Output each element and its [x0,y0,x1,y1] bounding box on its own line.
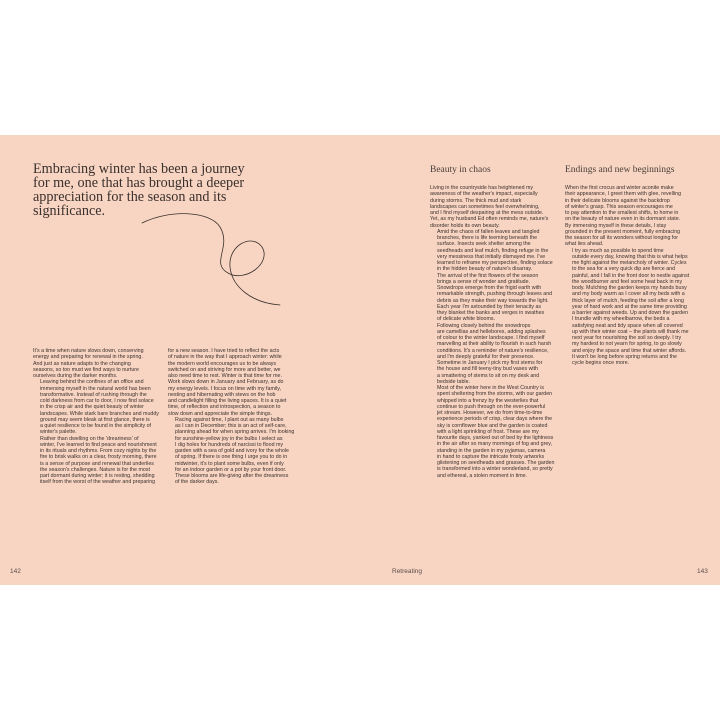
text-line: Most of the winter here in the West Country is [437,385,545,391]
pull-quote: Embracing winter has been a journey for me, one that has brought a deeper appreciation for the season and its significance. [33,161,245,219]
text-line: Each year I'm astounded by their tenacity as [437,303,542,310]
text-line: The arrival of the first flowers of the season [437,272,539,279]
text-line: switched on and striving for more and better, we [168,366,281,373]
text-line: the woodburner and feel some heat back in my [572,278,683,285]
text-line: slow down and appreciate the simple things. [168,410,272,417]
text-line: in hand to capture the intricate frosty artworks [437,453,545,460]
text-line: up with their winter coat – the plants will thank me [572,328,689,335]
text-line: Work slows down in January and February, as do [168,379,284,386]
text-line: very messiness that initially dismayed me. I've [437,253,546,260]
paragraph [430,385,554,479]
text-line: they blanket the banks and verges in swathes [437,310,545,316]
text-line: part dormant during winter; it is resting, shedding [40,473,155,479]
text-line: of colour to the winter landscape. I find myself [437,335,545,341]
text-line: Living in the countryside has heightened my [430,185,534,191]
text-line: outside every day, knowing that this is what helps [572,253,688,260]
text-line: and my body warm as I cover all my beds with a [572,291,685,298]
text-line: planning ahead for when spring arrives. I'm looking [175,429,295,436]
text-line: to the sea for a very quick dip are fierce and [572,266,676,273]
paragraph [565,248,689,367]
text-line: fire to brisk walks on a clear, frosty morning, there [40,454,157,461]
text-line: are camellias and hellebores, adding splashes [437,328,546,335]
folio-left-page-number: 142 [10,568,21,575]
text-line: the house and fill teeny-tiny bud vases with [437,366,538,373]
text-line: Following closely behind the snowdrops [437,322,531,329]
text-line: seedheads and leaf mulch, finding refuge in the [437,247,549,254]
paragraph [430,323,554,386]
paragraph [33,348,159,379]
text-line: grounded in the present moment, fully embracing [565,228,681,235]
text-line: of spring. If there is one thing I urge you to do in [175,454,288,461]
text-line: and enjoy the space and time that winter affords. [572,347,687,354]
text-line: I try as much as possible to spend time [572,247,664,254]
text-line: in the crisp air and the quiet beauty of winter [40,404,144,411]
text-line: brings a sense of wonder and gratitude. [437,278,531,285]
heading-beauty-in-chaos: Beauty in chaos [430,165,491,175]
text-line: thick layer of mulch, feeding the soil after a long [572,297,684,304]
text-line: ground may seem bleak at first glance, there is [40,416,150,423]
text-line: to pay attention to the smallest shifts, to home in [565,210,679,216]
text-line: of delicate white blooms. [437,316,496,323]
text-line: a barrier against weeds. Up and down the garden [572,310,689,316]
text-line: sky is cornflower blue and the garden is coated [437,422,548,429]
text-line: of winter's grasp. This season encourages me [565,203,673,210]
text-line: And just as nature adapts to the changing [33,360,131,367]
paragraph [33,379,159,435]
text-line: itself from the worst of the weather and preparing [40,479,156,486]
folio-section-title: Retreating [392,568,422,575]
text-line: me fight against the melancholy of winter. Cycles [572,260,687,266]
text-line: branches, there is life teeming beneath the [437,235,538,241]
text-line: Sometime in January I pick my first stems for [437,360,543,366]
body-column-1 [33,348,159,486]
text-line: the modern world encourages us to be always [168,360,277,367]
paragraph [430,273,554,323]
heading-endings-and-new-beginnings: Endings and new beginnings [565,165,675,175]
text-line: disorder holds its own beauty. [430,222,500,229]
folio-right-page-number: 143 [697,568,708,575]
text-line: surface. Insects seek shelter among the [437,241,531,248]
paragraph [430,185,554,229]
text-line: painful, and I fall in the front door to nestle against [572,272,690,279]
text-line: year of hard work and at the same time providing [572,303,687,310]
text-line: landscapes. While stark bare branches and muddy [40,410,159,417]
text-line: When the first crocus and winter aconite make [565,185,674,191]
text-line: of the darker days. [175,479,219,486]
text-line: is transformed into a winter wonderland, so pretty [437,466,553,473]
paragraph [565,185,689,248]
text-line: Amid the chaos of fallen leaves and tangled [437,228,540,235]
text-line: time, of reflection and introspection, a season to [168,404,281,411]
text-line: their appearance, I greet them with glee, revelling [565,191,682,198]
text-line: for an indoor garden or a pot by your front door. [175,466,287,473]
text-line: on the beauty of nature even in its dormant state. [565,216,681,223]
text-line: Leaving behind the confines of an office and [40,379,144,386]
text-line: ourselves during the darker months. [33,373,118,379]
text-line: transformative. Instead of rushing through the [40,391,147,398]
text-line: nesting and hibernating with stews on the hob [168,391,276,398]
text-line: Snowdrops emerge from the frigid earth with [437,285,542,291]
text-line: the season for all its wonders without longing for [565,235,679,241]
text-line: for a new season. I have tried to reflect the acts [168,348,280,354]
text-line: for sunshine-yellow joy in the bulbs I select as [175,435,283,442]
text-line: These blooms are life-giving after the dreariness [175,473,289,479]
text-line: experience periods of crisp, clear days where the [437,416,553,423]
text-line: in the air after so many mornings of fog and grey, [437,441,553,448]
body-column-2 [168,348,294,486]
paragraph [430,229,554,273]
text-line: in its rituals and rhythms. From cozy nights by the [40,448,157,454]
text-line: and ethereal, a stolen moment in time. [437,472,528,479]
text-line: continue to push through on the ever-powerful [437,403,546,410]
text-line: a smattering of stems to sit on my desk and [437,372,540,379]
text-line: seasons, so too must we find ways to nurture [33,366,139,373]
text-line: I trundle with my wheelbarrow, the beds a [572,316,670,323]
text-line: Yet, as my husband Ed often reminds me, nature's [430,216,549,223]
text-line: winter, I've learned to find peace and nourishment [40,441,157,448]
body-column-3 [430,185,554,479]
text-line: By immersing myself in these details, I stay [565,222,667,229]
text-line: as I can in December; this is an act of self-care, [175,423,287,429]
text-line: also need time to rest. Winter is that time for me. [168,373,282,379]
text-line: cycle begins once more. [572,360,630,366]
body-column-4 [565,185,689,366]
text-line: remarkable strength, pushing through leaves and [437,291,553,298]
text-line: cold darkness from car to door, I now find solace [40,398,154,404]
text-line: conditions. It's a reminder of nature's resilience, [437,347,549,354]
text-line: It won't be long before spring returns and the [572,353,677,360]
text-line: the season's challenges. Nature is for the most [40,466,150,473]
text-line: marvelling at their ability to flourish in such harsh [437,341,552,348]
text-line: debris as they make their way towards the light. [437,297,549,304]
paragraph [168,417,294,486]
text-line: is a sense of purpose and renewal that underlies [40,460,154,467]
text-line: satisfying neat and tidy space when all covered [572,322,683,329]
text-line: energy and preparing for renewal in the spring. [33,354,143,361]
text-line: my energy levels. I focus on time with my family, [168,385,281,392]
text-line: learned to reframe my perspective, finding solace [437,260,553,266]
text-line: Rather than dwelling on the 'dreariness' of [40,435,139,442]
text-line: winter's palette. [40,429,77,436]
text-line: It's a time when nature slows down, conserving [33,348,144,354]
text-line: during storms. The thick mud and stark [430,197,522,204]
text-line: a quiet resilience to be found in the simplicity of [40,423,152,429]
text-line: and candlelight filling the living spaces. It is a quiet [168,398,287,404]
text-line: glistening on seedheads and grasses. The garden [437,460,555,466]
text-line: of nature in the way that I approach winter: while [168,354,282,361]
text-line: body. Mulching the garden keeps my hands busy [572,285,687,291]
text-line: next year for nourishing the soil so deeply. I try [572,335,682,341]
text-line: awareness of the weather's impact, especially [430,191,538,198]
text-line: I dig holes for hundreds of narcissi to flood my [175,441,284,448]
text-line: jet stream. However, we do from time-to-time [437,410,543,416]
text-line: in the hidden beauty of nature's disarray. [437,266,533,273]
text-line: my hardest to not yearn for spring, to go slowly [572,341,682,348]
text-line: and I find myself despairing at the mess outside. [430,210,544,216]
paragraph [33,436,159,486]
paragraph [168,348,294,417]
text-line: what lies ahead. [565,241,604,248]
text-line: in their delicate blooms against the backdrop [565,197,670,204]
text-line: standing in the garden in my pyjamas, camera [437,447,546,454]
decorative-swirl [140,205,290,310]
text-line: favourite days, yanked out of bed by the lightness [437,435,554,441]
text-line: and I'm deeply grateful for their presence. [437,353,535,360]
text-line: garden with a sea of gold and ivory for the whole [175,448,289,454]
text-line: immersing myself in the natural world has been [40,385,151,392]
text-line: landscapes can sometimes feel overwhelming, [430,203,540,210]
text-line: with a light sprinkling of frost. These are my [437,428,539,435]
text-line: midwinter, it's to plant some bulbs, even if only [175,460,284,467]
text-line: whipped into a frenzy by the westerlies that [437,397,539,404]
text-line: spent sheltering from the storms, with our garden [437,391,553,398]
text-line: bedside table. [437,378,470,385]
text-line: Racing against time, I plant out as many bulbs [175,416,284,423]
